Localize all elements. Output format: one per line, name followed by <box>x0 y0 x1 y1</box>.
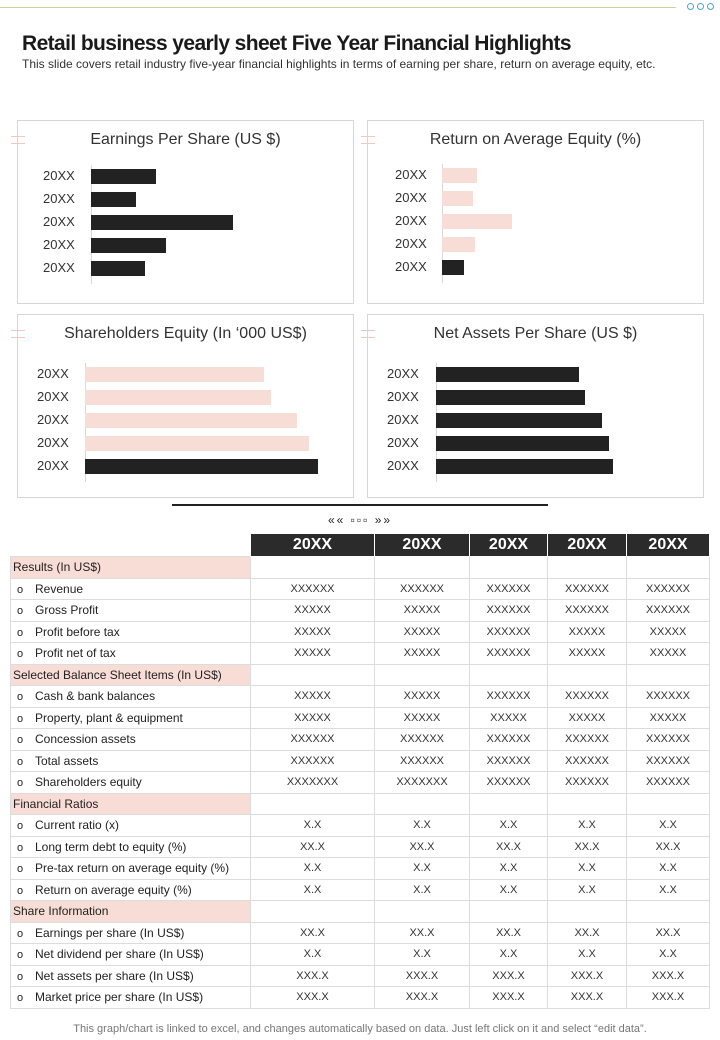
empty-cell <box>251 793 375 815</box>
chart-title: Return on Average Equity (%) <box>429 131 642 148</box>
row-label: Gross Profit <box>35 603 99 618</box>
value-cell: XXXXXX <box>470 600 548 622</box>
value-cell: X.X <box>548 944 627 966</box>
section-title: Results (In US$) <box>11 557 251 579</box>
value-cell: XXX.X <box>627 987 710 1009</box>
bullet-icon: o <box>17 841 24 854</box>
value-cell: XXXXXX <box>470 643 548 665</box>
row-label: Shareholders equity <box>35 775 142 790</box>
year-header: 20XX <box>470 534 548 557</box>
table-row <box>11 965 710 987</box>
chart-category-label: 20XX <box>395 236 427 251</box>
value-cell: X.X <box>470 858 548 880</box>
chart-bar <box>91 215 233 230</box>
row-label: Market price per share (In US$) <box>35 990 204 1005</box>
chart-bar <box>85 459 318 474</box>
table-section-row <box>11 793 710 815</box>
chart-title: Shareholders Equity (In ‘000 US$) <box>64 325 307 342</box>
value-cell: XX.X <box>627 836 710 858</box>
empty-cell <box>548 901 627 923</box>
year-header: 20XX <box>627 534 710 557</box>
chart-category-label: 20XX <box>395 259 427 274</box>
chart-bar <box>85 413 297 428</box>
value-cell: X.X <box>470 879 548 901</box>
row-label: Total assets <box>35 753 99 768</box>
chart-bar <box>85 367 264 382</box>
chart-category-label: 20XX <box>43 260 75 275</box>
value-cell: XXXXX <box>627 707 710 729</box>
value-cell: XX.X <box>548 836 627 858</box>
value-cell: XXXXX <box>470 707 548 729</box>
chart-category-label: 20XX <box>37 366 69 381</box>
value-cell: XXXXX <box>375 643 470 665</box>
chart-category-label: 20XX <box>387 458 419 473</box>
value-cell: XXX.X <box>375 965 470 987</box>
value-cell: X.X <box>375 858 470 880</box>
decorative-dots <box>687 3 714 10</box>
value-cell: XX.X <box>375 836 470 858</box>
table-row <box>11 836 710 858</box>
value-cell: XXXXXX <box>251 750 375 772</box>
value-cell: XXXXXX <box>375 750 470 772</box>
bullet-icon: o <box>17 648 24 661</box>
chart-bar <box>436 436 609 451</box>
empty-cell <box>548 557 627 579</box>
table-row <box>11 750 710 772</box>
table-row <box>11 944 710 966</box>
empty-cell <box>548 664 627 686</box>
bullet-icon: o <box>17 927 24 940</box>
value-cell: XXXXXX <box>627 686 710 708</box>
row-label: Cash & bank balances <box>35 689 156 704</box>
value-cell: X.X <box>251 858 375 880</box>
bullet-icon: o <box>17 863 24 876</box>
chart-category-label: 20XX <box>37 458 69 473</box>
chart-bar <box>436 459 613 474</box>
row-label-cell <box>11 944 251 966</box>
row-label: Long term debt to equity (%) <box>35 839 187 854</box>
empty-cell <box>470 901 548 923</box>
chart-category-label: 20XX <box>387 389 419 404</box>
value-cell: XXXXXX <box>548 729 627 751</box>
row-label-cell <box>11 987 251 1009</box>
chart-bar <box>91 238 166 253</box>
value-cell: XX.X <box>548 922 627 944</box>
circle-icon <box>697 3 704 10</box>
chart-bar <box>442 168 477 183</box>
section-divider <box>172 504 548 506</box>
value-cell: XXXXX <box>548 621 627 643</box>
bullet-icon: o <box>17 755 24 768</box>
empty-cell <box>375 901 470 923</box>
empty-cell <box>470 664 548 686</box>
value-cell: X.X <box>375 944 470 966</box>
row-label: Revenue <box>35 581 84 596</box>
chart-category-label: 20XX <box>387 412 419 427</box>
chart-bar <box>436 413 602 428</box>
value-cell: XXXXXXX <box>375 772 470 794</box>
bullet-icon: o <box>17 777 24 790</box>
chart-category-label: 20XX <box>37 412 69 427</box>
value-cell: XXX.X <box>470 987 548 1009</box>
value-cell: XXXXX <box>251 686 375 708</box>
value-cell: X.X <box>548 858 627 880</box>
empty-cell <box>251 557 375 579</box>
chart-category-label: 20XX <box>395 190 427 205</box>
value-cell: X.X <box>375 815 470 837</box>
row-label-cell <box>11 707 251 729</box>
empty-cell <box>627 664 710 686</box>
bullet-icon: o <box>17 691 24 704</box>
value-cell: XXX.X <box>548 987 627 1009</box>
chart-bar <box>436 367 579 382</box>
chart-category-label: 20XX <box>387 435 419 450</box>
row-label: Net assets per share (In US$) <box>35 968 194 983</box>
section-title: Financial Ratios <box>11 793 251 815</box>
value-cell: XXXXX <box>548 643 627 665</box>
value-cell: XXXXXX <box>627 729 710 751</box>
value-cell: XX.X <box>627 922 710 944</box>
value-cell: XXXXXX <box>627 750 710 772</box>
value-cell: XXX.X <box>375 987 470 1009</box>
chart-bar <box>91 261 145 276</box>
chart-category-label: 20XX <box>43 191 75 206</box>
value-cell: XXXXXX <box>548 750 627 772</box>
value-cell: XXX.X <box>251 987 375 1009</box>
empty-cell <box>251 901 375 923</box>
chart-bar <box>442 237 475 252</box>
empty-cell <box>627 557 710 579</box>
row-label: Pre-tax return on average equity (%) <box>35 861 230 876</box>
table-row <box>11 772 710 794</box>
value-cell: X.X <box>627 944 710 966</box>
bullet-icon: o <box>17 992 24 1005</box>
row-label-cell <box>11 858 251 880</box>
page-title: Retail business yearly sheet Five Year Financial Highlights <box>22 32 571 55</box>
value-cell: XXXXXX <box>548 600 627 622</box>
value-cell: XXXXXX <box>470 772 548 794</box>
row-label-cell <box>11 643 251 665</box>
value-cell: X.X <box>251 944 375 966</box>
row-label: Property, plant & equipment <box>35 710 183 725</box>
empty-cell <box>470 557 548 579</box>
value-cell: XX.X <box>470 836 548 858</box>
value-cell: XXXXXX <box>470 686 548 708</box>
table-row <box>11 707 710 729</box>
pager-nav[interactable]: «« ▫▫▫ »» <box>327 513 393 527</box>
value-cell: XXX.X <box>627 965 710 987</box>
value-cell: X.X <box>251 879 375 901</box>
value-cell: XXXXXX <box>548 772 627 794</box>
value-cell: X.X <box>470 815 548 837</box>
value-cell: XXXXXX <box>470 621 548 643</box>
value-cell: XX.X <box>251 922 375 944</box>
row-label-cell <box>11 686 251 708</box>
chart-card <box>17 120 354 304</box>
value-cell: XXXXX <box>251 600 375 622</box>
row-label-cell <box>11 578 251 600</box>
table-row <box>11 621 710 643</box>
year-header: 20XX <box>251 534 375 557</box>
value-cell: XXXXXX <box>470 578 548 600</box>
row-label: Earnings per share (In US$) <box>35 925 185 940</box>
table-row <box>11 729 710 751</box>
table-row <box>11 879 710 901</box>
value-cell: XXXXX <box>375 621 470 643</box>
chart-card <box>367 314 704 498</box>
chart-category-label: 20XX <box>395 213 427 228</box>
row-label: Concession assets <box>35 732 136 747</box>
value-cell: XXXXX <box>251 643 375 665</box>
page-subtitle: This slide covers retail industry five-year financial highlights in terms of earning per share, return on average equity, etc. <box>22 57 656 71</box>
circle-icon <box>687 3 694 10</box>
row-label: Profit net of tax <box>35 646 116 661</box>
bullet-icon: o <box>17 626 24 639</box>
value-cell: XXXXXX <box>470 750 548 772</box>
chart-bar <box>442 260 464 275</box>
row-label-cell <box>11 750 251 772</box>
value-cell: X.X <box>627 879 710 901</box>
chart-bar <box>91 169 156 184</box>
row-label-cell <box>11 815 251 837</box>
chart-bar <box>91 192 136 207</box>
row-label-cell <box>11 729 251 751</box>
row-label-cell <box>11 621 251 643</box>
value-cell: X.X <box>251 815 375 837</box>
chart-bar <box>442 214 512 229</box>
value-cell: XXXXXX <box>251 578 375 600</box>
row-label-cell <box>11 772 251 794</box>
empty-cell <box>375 664 470 686</box>
chart-bar <box>85 390 271 405</box>
bullet-icon: o <box>17 884 24 897</box>
bullet-icon: o <box>17 734 24 747</box>
value-cell: XXXXX <box>627 643 710 665</box>
table-section-row <box>11 557 710 579</box>
row-label-cell <box>11 600 251 622</box>
value-cell: XXX.X <box>251 965 375 987</box>
year-header: 20XX <box>548 534 627 557</box>
value-cell: X.X <box>470 944 548 966</box>
bullet-icon: o <box>17 949 24 962</box>
empty-cell <box>627 901 710 923</box>
top-rule <box>0 7 676 8</box>
value-cell: XXXXXX <box>627 578 710 600</box>
empty-cell <box>548 793 627 815</box>
bullet-icon: o <box>17 970 24 983</box>
section-title: Selected Balance Sheet Items (In US$) <box>11 664 251 686</box>
table-row <box>11 578 710 600</box>
value-cell: XXXXXX <box>251 729 375 751</box>
chart-title: Net Assets Per Share (US $) <box>433 325 638 342</box>
bullet-icon: o <box>17 583 24 596</box>
empty-cell <box>627 793 710 815</box>
value-cell: XXX.X <box>470 965 548 987</box>
table-row <box>11 987 710 1009</box>
value-cell: XXXXXXX <box>251 772 375 794</box>
row-label-cell <box>11 879 251 901</box>
value-cell: XXX.X <box>548 965 627 987</box>
chart-category-label: 20XX <box>37 435 69 450</box>
chart-title: Earnings Per Share (US $) <box>90 131 281 148</box>
value-cell: XX.X <box>375 922 470 944</box>
value-cell: XXXXX <box>627 621 710 643</box>
value-cell: XXXXXX <box>627 600 710 622</box>
section-title: Share Information <box>11 901 251 923</box>
footer-note: This graph/chart is linked to excel, and changes automatically based on data. Just left click on it and select “edit data”. <box>73 1023 647 1035</box>
value-cell: X.X <box>548 879 627 901</box>
value-cell: XXXXXX <box>548 578 627 600</box>
table-header-row <box>11 534 710 557</box>
chart-category-label: 20XX <box>395 167 427 182</box>
empty-cell <box>251 664 375 686</box>
row-label: Profit before tax <box>35 624 120 639</box>
chart-card <box>17 314 354 498</box>
empty-cell <box>375 557 470 579</box>
row-label: Net dividend per share (In US$) <box>35 947 204 962</box>
table-row <box>11 922 710 944</box>
empty-cell <box>375 793 470 815</box>
chart-category-label: 20XX <box>387 366 419 381</box>
chart-bar <box>85 436 309 451</box>
value-cell: XXXXX <box>375 707 470 729</box>
chart-category-label: 20XX <box>43 214 75 229</box>
row-label-cell <box>11 836 251 858</box>
value-cell: XXXXX <box>548 707 627 729</box>
header-blank-cell <box>11 534 251 557</box>
row-label: Current ratio (x) <box>35 818 120 833</box>
circle-icon <box>707 3 714 10</box>
value-cell: X.X <box>627 815 710 837</box>
value-cell: XXXXXX <box>627 772 710 794</box>
table-row <box>11 858 710 880</box>
chart-bar <box>436 390 585 405</box>
bullet-icon: o <box>17 712 24 725</box>
table-row <box>11 815 710 837</box>
chart-card <box>367 120 704 304</box>
value-cell: XXXXXX <box>375 729 470 751</box>
value-cell: XX.X <box>251 836 375 858</box>
chart-bar <box>442 191 473 206</box>
value-cell: XXXXX <box>251 707 375 729</box>
table-section-row <box>11 664 710 686</box>
financial-table <box>10 533 710 1009</box>
value-cell: X.X <box>375 879 470 901</box>
year-header: 20XX <box>375 534 470 557</box>
value-cell: XXXXX <box>251 621 375 643</box>
value-cell: XXXXXX <box>548 686 627 708</box>
empty-cell <box>470 793 548 815</box>
chart-category-label: 20XX <box>37 389 69 404</box>
table-row <box>11 643 710 665</box>
table-row <box>11 686 710 708</box>
value-cell: XXXXX <box>375 600 470 622</box>
chart-category-label: 20XX <box>43 168 75 183</box>
value-cell: X.X <box>627 858 710 880</box>
table-section-row <box>11 901 710 923</box>
row-label: Return on average equity (%) <box>35 882 192 897</box>
row-label-cell <box>11 965 251 987</box>
value-cell: XXXXXX <box>375 578 470 600</box>
value-cell: X.X <box>548 815 627 837</box>
table-row <box>11 600 710 622</box>
value-cell: XXXXX <box>375 686 470 708</box>
row-label-cell <box>11 922 251 944</box>
bullet-icon: o <box>17 820 24 833</box>
bullet-icon: o <box>17 605 24 618</box>
chart-category-label: 20XX <box>43 237 75 252</box>
value-cell: XX.X <box>470 922 548 944</box>
value-cell: XXXXXX <box>470 729 548 751</box>
